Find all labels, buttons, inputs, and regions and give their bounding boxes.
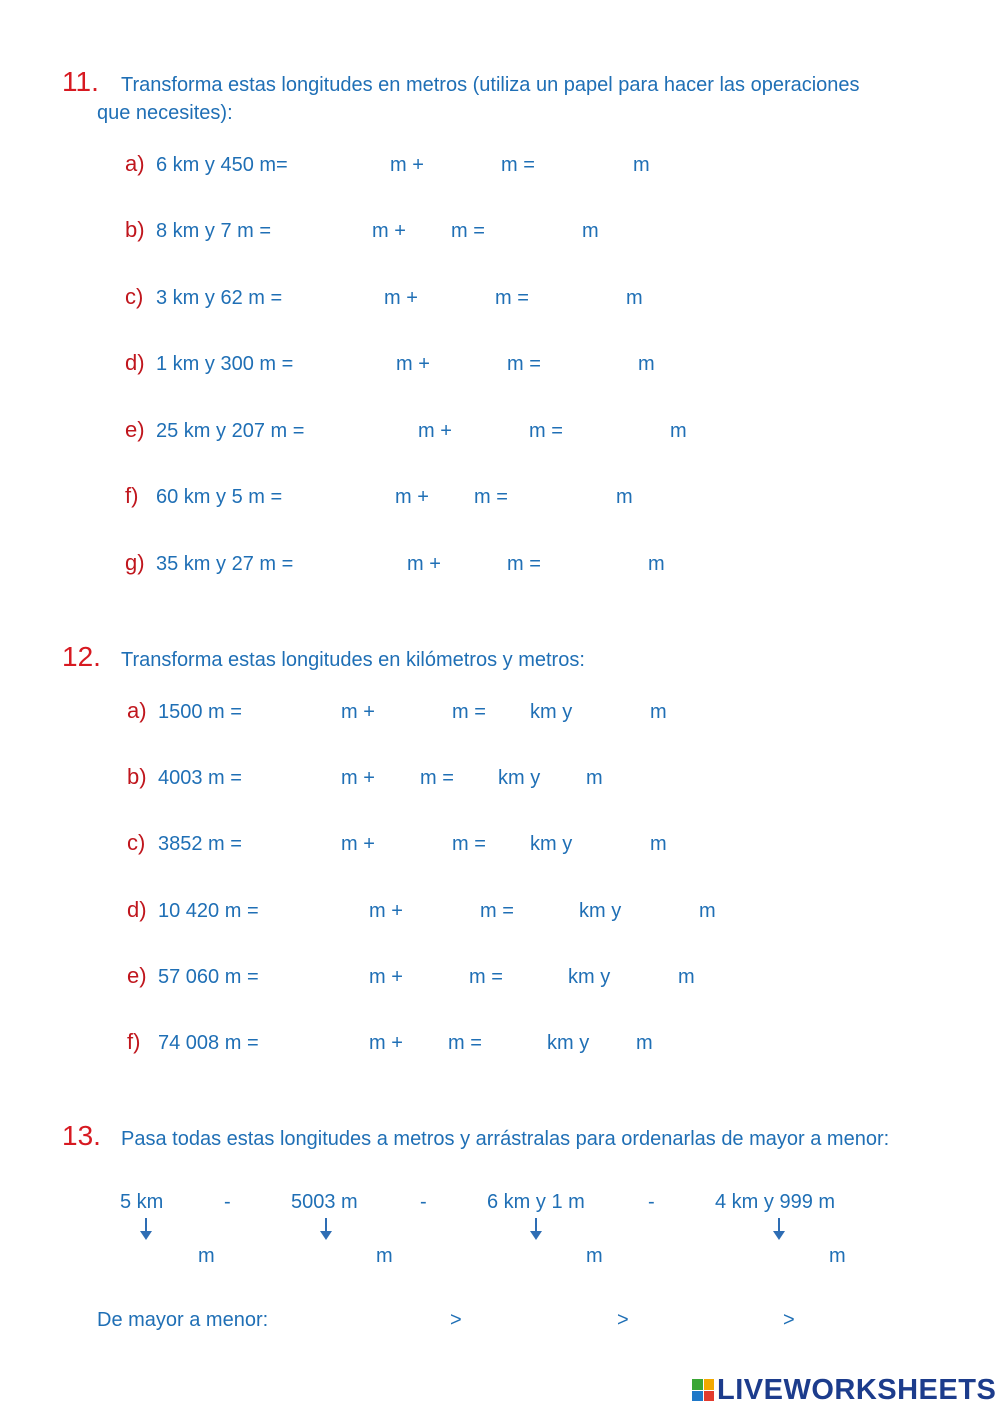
length-item: 6 km y 1 m (487, 1191, 585, 1213)
separator: - (224, 1191, 231, 1213)
answer-input[interactable] (297, 287, 383, 311)
answer-input[interactable] (488, 1032, 547, 1056)
answer-input[interactable] (310, 553, 406, 577)
liveworksheets-logo-icon (692, 1379, 714, 1401)
answer-input[interactable] (296, 1245, 376, 1269)
unit-label: m (198, 1245, 215, 1267)
length-item: 5 km (120, 1191, 164, 1213)
greater-than-sign: > (450, 1309, 462, 1331)
order-label: De mayor a menor: (97, 1309, 269, 1331)
answer-input[interactable] (424, 287, 494, 311)
q12-item-letter: c) (127, 830, 146, 855)
q11-item-expression: 8 km y 7 m = (156, 220, 272, 242)
q12-item-letter: f) (127, 1029, 141, 1054)
unit-label: m (648, 553, 665, 575)
unit-label: km y (579, 900, 622, 922)
unit-label: m + (407, 553, 441, 575)
unit-label: m + (369, 966, 403, 988)
unit-label: m = (507, 353, 541, 375)
q13-instruction: Pasa todas estas longitudes a metros y arrástralas para ordenarlas de mayor a menor: (121, 1128, 890, 1150)
answer-input[interactable] (458, 420, 528, 444)
unit-label: m + (395, 486, 429, 508)
unit-label: m (638, 353, 655, 375)
unit-label: m (582, 220, 599, 242)
length-item: 5003 m (291, 1191, 358, 1213)
unit-label: m + (390, 154, 424, 176)
q12-item-expression: 10 420 m = (158, 900, 259, 922)
separator: - (648, 1191, 655, 1213)
answer-input[interactable] (548, 353, 637, 377)
unit-label: m (616, 486, 633, 508)
answer-input[interactable] (500, 1245, 584, 1269)
answer-input[interactable] (436, 353, 506, 377)
q12-item-letter: d) (127, 897, 147, 922)
down-arrow-icon (778, 1218, 780, 1232)
q13-number: 13. (62, 1120, 101, 1151)
answer-input[interactable] (254, 767, 340, 791)
q11-item-expression: 25 km y 207 m = (156, 420, 305, 442)
q11-instruction-line2: que necesites): (97, 102, 233, 124)
drop-slot[interactable] (470, 1309, 614, 1333)
answer-input[interactable] (409, 966, 468, 990)
unit-label: m (650, 833, 667, 855)
drop-slot[interactable] (636, 1309, 780, 1333)
answer-input[interactable] (515, 486, 615, 510)
answer-input[interactable] (305, 154, 389, 178)
answer-input[interactable] (430, 154, 500, 178)
unit-label: m (636, 1032, 653, 1054)
answer-input[interactable] (118, 1245, 198, 1269)
answer-input[interactable] (254, 833, 340, 857)
answer-input[interactable] (492, 833, 530, 857)
greater-than-sign: > (783, 1309, 795, 1331)
unit-label: m (586, 1245, 603, 1267)
drop-slot[interactable] (300, 1309, 444, 1333)
answer-input[interactable] (447, 553, 506, 577)
q12-item-expression: 1500 m = (158, 701, 242, 723)
answer-input[interactable] (381, 833, 451, 857)
answer-input[interactable] (492, 220, 581, 244)
answer-input[interactable] (435, 486, 473, 510)
unit-label: m (699, 900, 716, 922)
answer-input[interactable] (598, 1032, 634, 1056)
q11-item-letter: g) (125, 550, 145, 575)
q11-item-letter: c) (125, 284, 144, 309)
unit-label: m = (474, 486, 508, 508)
unit-label: m = (452, 833, 486, 855)
brand-name: LIVEWORKSHEETS (717, 1373, 997, 1406)
unit-label: m = (507, 553, 541, 575)
answer-input[interactable] (272, 900, 368, 924)
answer-input[interactable] (509, 966, 568, 990)
unit-label: m = (452, 701, 486, 723)
answer-input[interactable] (409, 900, 479, 924)
unit-label: m (670, 420, 687, 442)
answer-input[interactable] (381, 767, 419, 791)
unit-label: m = (495, 287, 529, 309)
answer-input[interactable] (740, 1245, 828, 1269)
liveworksheets-logo[interactable] (692, 1374, 996, 1406)
answer-input[interactable] (536, 287, 625, 311)
unit-label: m = (469, 966, 503, 988)
answer-input[interactable] (580, 701, 648, 725)
answer-input[interactable] (492, 701, 530, 725)
answer-input[interactable] (460, 767, 498, 791)
answer-input[interactable] (412, 220, 450, 244)
unit-label: m + (369, 1032, 403, 1054)
q11-item-expression: 3 km y 62 m = (156, 287, 283, 309)
unit-label: m + (418, 420, 452, 442)
answer-input[interactable] (548, 553, 647, 577)
unit-label: m = (480, 900, 514, 922)
unit-label: m = (501, 154, 535, 176)
drop-slot[interactable] (803, 1309, 947, 1333)
unit-label: m = (529, 420, 563, 442)
q11-item-expression: 60 km y 5 m = (156, 486, 283, 508)
q12-item-letter: e) (127, 963, 147, 988)
q11-item-letter: b) (125, 217, 145, 242)
unit-label: km y (498, 767, 541, 789)
answer-input[interactable] (542, 154, 632, 178)
q11-item-letter: f) (125, 483, 139, 508)
unit-label: m + (341, 833, 375, 855)
answer-input[interactable] (409, 1032, 447, 1056)
q11-item-expression: 35 km y 27 m = (156, 553, 294, 575)
answer-input[interactable] (272, 966, 368, 990)
down-arrow-icon (145, 1218, 147, 1232)
down-arrow-icon (535, 1218, 537, 1232)
answer-input[interactable] (630, 900, 698, 924)
unit-label: m = (451, 220, 485, 242)
answer-input[interactable] (520, 900, 579, 924)
unit-label: m (633, 154, 650, 176)
answer-input[interactable] (322, 420, 417, 444)
q11-instruction-line1: Transforma estas longitudes en metros (utiliza un papel para hacer las operaciones (121, 74, 860, 96)
unit-label: m + (369, 900, 403, 922)
q12-item-expression: 4003 m = (158, 767, 242, 789)
unit-label: km y (530, 833, 573, 855)
q11-item-letter: a) (125, 151, 145, 176)
q11-item-letter: e) (125, 417, 145, 442)
answer-input[interactable] (620, 966, 676, 990)
q11-item-expression: 6 km y 450 m= (156, 154, 288, 176)
unit-label: m + (341, 701, 375, 723)
unit-label: m = (420, 767, 454, 789)
unit-label: m (829, 1245, 846, 1267)
q12-item-letter: a) (127, 698, 147, 723)
answer-input[interactable] (580, 833, 648, 857)
q12-item-expression: 74 008 m = (158, 1032, 259, 1054)
q12-item-expression: 3852 m = (158, 833, 242, 855)
unit-label: m + (396, 353, 430, 375)
unit-label: km y (530, 701, 573, 723)
unit-label: m + (384, 287, 418, 309)
unit-label: m (678, 966, 695, 988)
q12-instruction: Transforma estas longitudes en kilómetros y metros: (121, 649, 585, 671)
unit-label: m = (448, 1032, 482, 1054)
separator: - (420, 1191, 427, 1213)
unit-label: m + (341, 767, 375, 789)
q11-item-expression: 1 km y 300 m = (156, 353, 294, 375)
answer-input[interactable] (570, 420, 669, 444)
unit-label: m (650, 701, 667, 723)
answer-input[interactable] (309, 353, 395, 377)
unit-label: km y (568, 966, 611, 988)
down-arrow-icon (325, 1218, 327, 1232)
answer-input[interactable] (381, 701, 451, 725)
unit-label: m + (372, 220, 406, 242)
unit-label: m (626, 287, 643, 309)
greater-than-sign: > (617, 1309, 629, 1331)
answer-input[interactable] (272, 1032, 368, 1056)
unit-label: m (586, 767, 603, 789)
q12-item-expression: 57 060 m = (158, 966, 259, 988)
answer-input[interactable] (298, 486, 394, 510)
q12-number: 12. (62, 641, 101, 672)
unit-label: km y (547, 1032, 590, 1054)
q11-number: 11. (62, 66, 99, 97)
answer-input[interactable] (285, 220, 371, 244)
answer-input[interactable] (548, 767, 584, 791)
q12-item-letter: b) (127, 764, 147, 789)
unit-label: m (376, 1245, 393, 1267)
answer-input[interactable] (254, 701, 340, 725)
length-item: 4 km y 999 m (715, 1191, 836, 1213)
q11-item-letter: d) (125, 350, 145, 375)
